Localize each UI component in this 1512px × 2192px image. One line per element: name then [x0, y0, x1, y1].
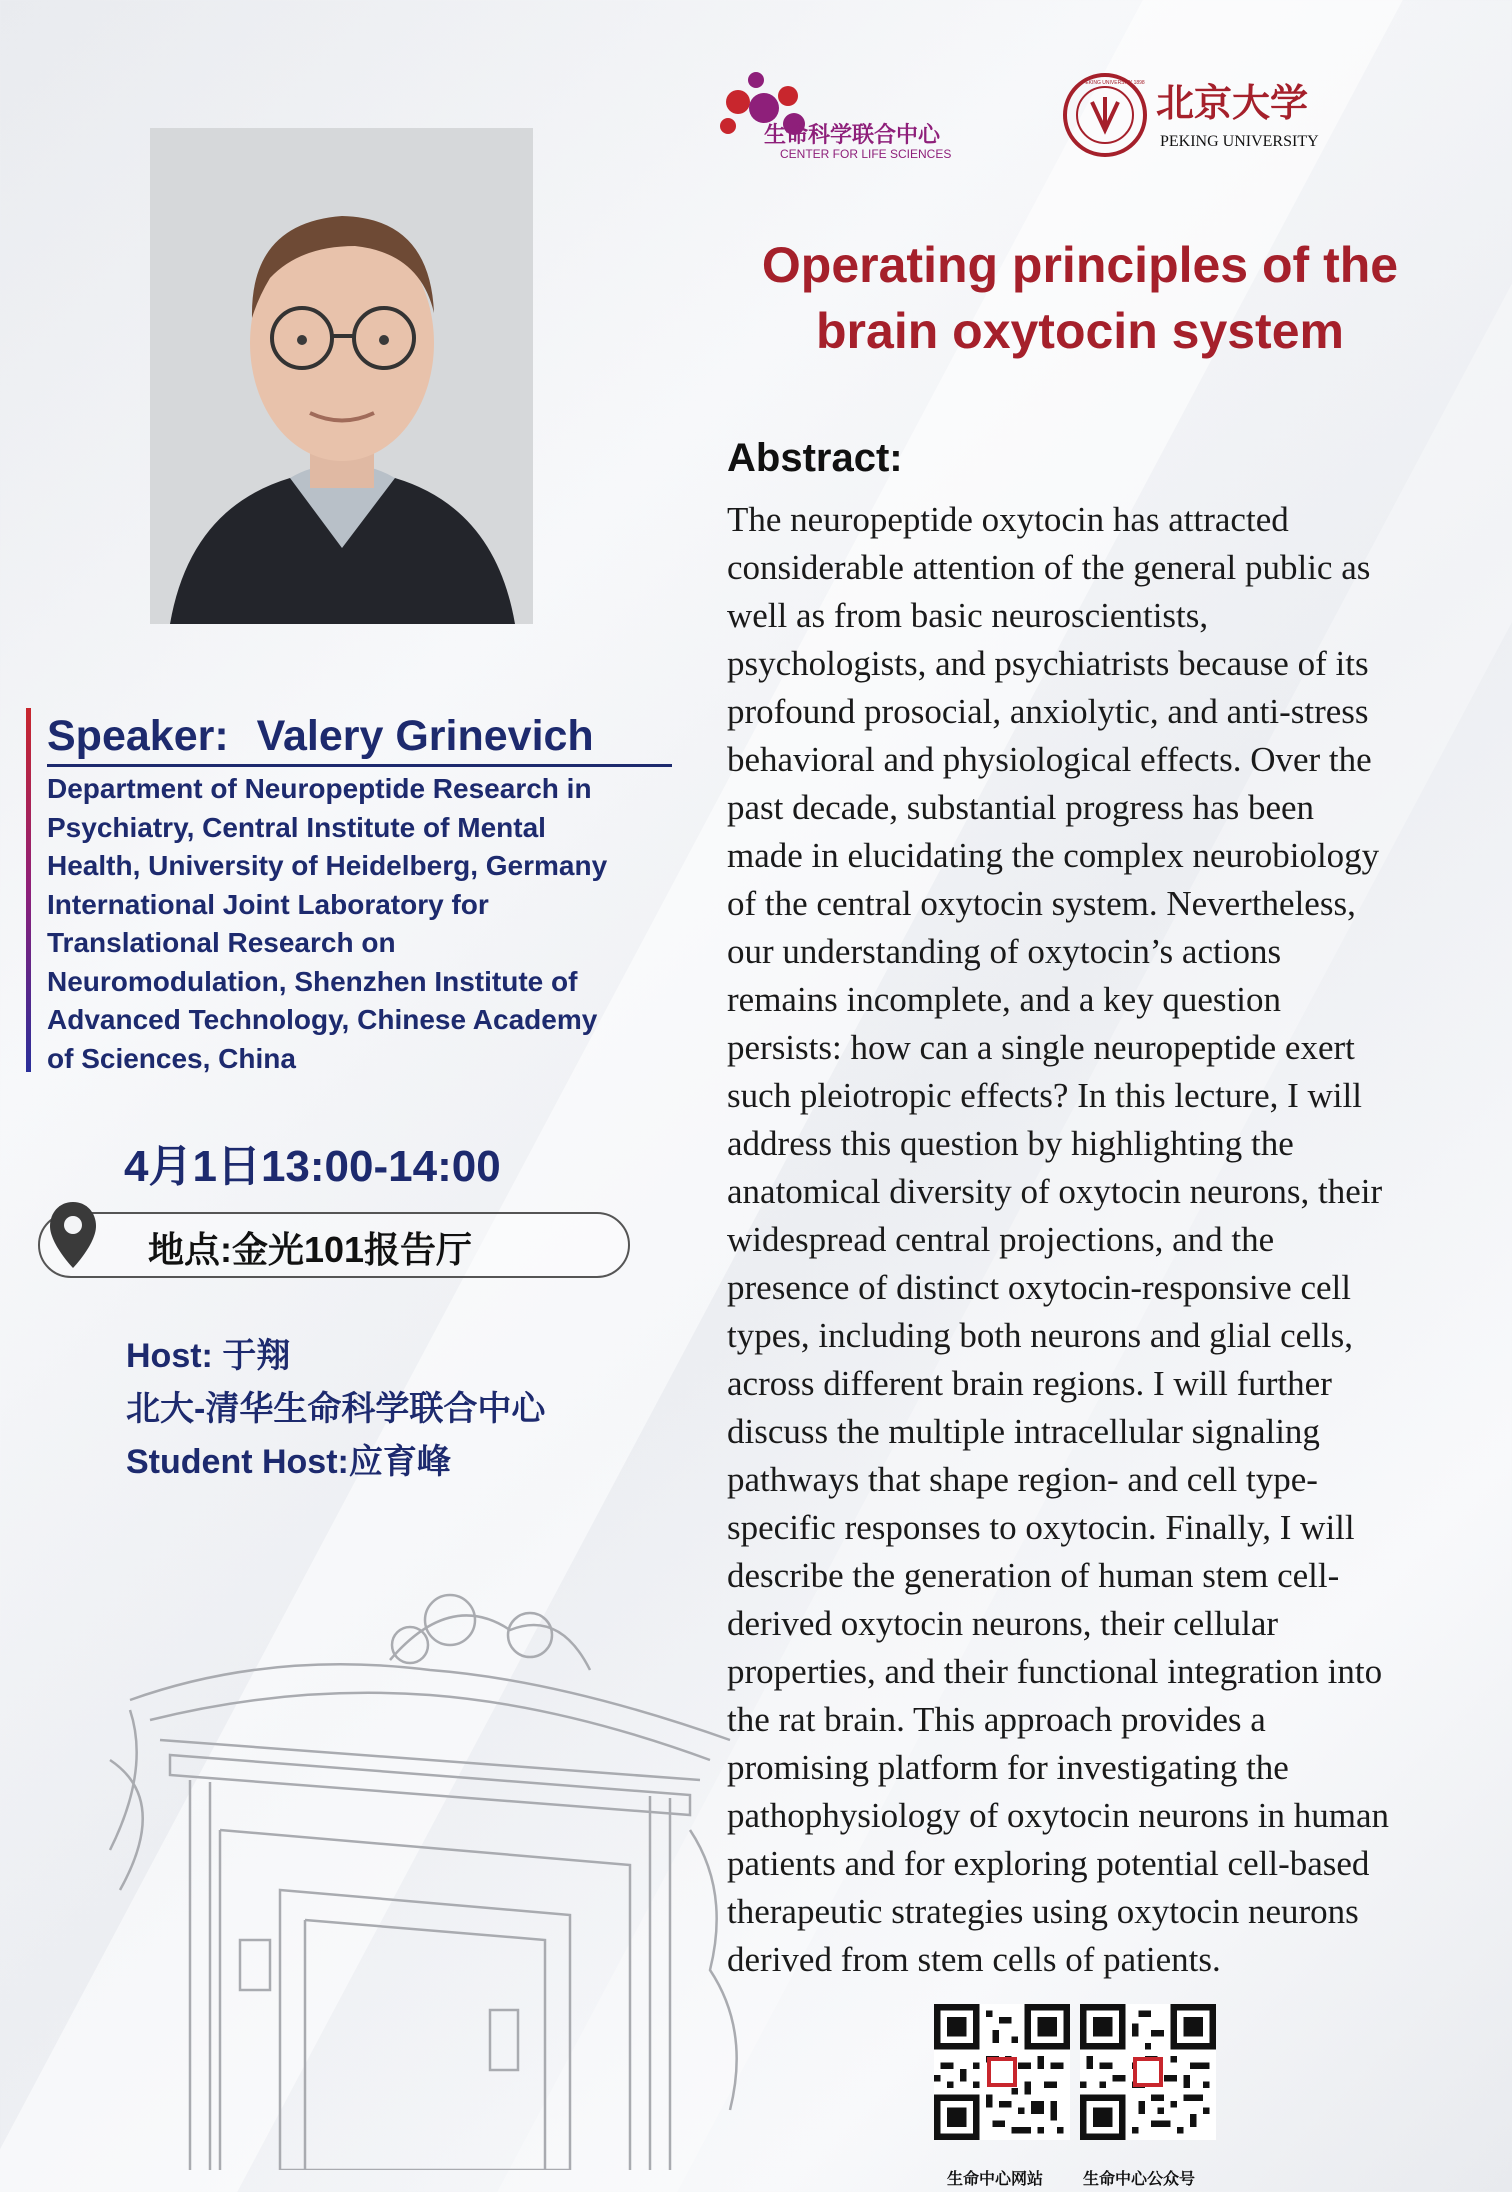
abstract-body — [727, 496, 1472, 1984]
qr-label-website: 生命中心网站 — [947, 2171, 1044, 2188]
abstract-line: anatomical diversity of oxytocin neurons, their — [727, 1172, 1383, 1211]
qr-label-wechat: 生命中心公众号 — [1083, 2171, 1196, 2188]
abstract-line: describe the generation of human stem cell- — [727, 1556, 1340, 1595]
talk-title-line: Operating principles of the — [761, 237, 1399, 293]
event-time: 4月1日13:00-14:00 — [124, 1142, 501, 1191]
speaker-affiliation — [47, 770, 697, 1078]
cls-logo-cn: 生命科学联合中心 — [764, 123, 941, 148]
affiliation-line: of Sciences, China — [47, 1042, 296, 1074]
abstract-line: pathophysiology of oxytocin neurons in human — [727, 1796, 1390, 1835]
abstract-line: discuss the multiple intracellular signaling — [727, 1412, 1320, 1451]
abstract-line: profound prosocial, anxiolytic, and anti-stress — [727, 692, 1369, 731]
location-pin-icon — [48, 1200, 98, 1270]
qr-code-wechat[interactable] — [1080, 2004, 1216, 2140]
abstract-line: therapeutic strategies using oxytocin neurons — [727, 1892, 1359, 1931]
host-block — [126, 1330, 545, 1489]
abstract-line: address this question by highlighting the — [727, 1124, 1294, 1163]
pku-logo — [1062, 72, 1342, 158]
abstract-line: derived oxytocin neurons, their cellular — [727, 1604, 1279, 1643]
abstract-heading: Abstract: — [727, 436, 903, 480]
affiliation-line: Health, University of Heidelberg, Germany — [47, 850, 608, 881]
speaker-accent-bar — [26, 708, 31, 1072]
pku-seal-text: PEKING UNIVERSITY 1898 — [1082, 80, 1145, 86]
abstract-line: specific responses to oxytocin. Finally, I will — [727, 1508, 1355, 1547]
qr-code-website[interactable] — [934, 2004, 1070, 2140]
abstract-line: made in elucidating the complex neurobiology — [727, 836, 1380, 875]
cls-logo-en: CENTER FOR LIFE SCIENCES — [780, 147, 952, 161]
abstract-line: patients and for exploring potential cell-based — [727, 1844, 1370, 1883]
affiliation-line: Advanced Technology, Chinese Academy — [47, 1004, 598, 1035]
abstract-line: promising platform for investigating the — [727, 1748, 1289, 1787]
affiliation-line: Translational Research on — [47, 927, 396, 958]
host-affiliation: 北大-清华生命科学联合中心 — [126, 1390, 546, 1428]
abstract-line: The neuropeptide oxytocin has attracted — [727, 500, 1289, 539]
speaker-photo — [150, 128, 533, 624]
abstract-line: psychologists, and psychiatrists because of its — [727, 644, 1369, 683]
affiliation-line: Department of Neuropeptide Research in — [47, 773, 592, 804]
abstract-line: pathways that shape region- and cell type- — [727, 1460, 1318, 1499]
abstract-line: the rat brain. This approach provides a — [727, 1700, 1266, 1739]
cls-logo — [716, 66, 976, 162]
event-venue: 地点:金光101报告厅 — [148, 1229, 473, 1270]
abstract-line: presence of distinct oxytocin-responsive cell — [727, 1268, 1351, 1307]
abstract-line: such pleiotropic effects? In this lecture, I will — [727, 1076, 1362, 1115]
speaker-underline — [47, 764, 672, 767]
abstract-line: our understanding of oxytocin’s actions — [727, 932, 1282, 971]
abstract-line: past decade, substantial progress has been — [727, 788, 1315, 827]
talk-title-line: brain oxytocin system — [816, 303, 1344, 359]
pku-logo-en: PEKING UNIVERSITY — [1160, 133, 1319, 150]
campus-gate-sketch — [90, 1590, 770, 2170]
speaker-heading — [47, 712, 594, 761]
affiliation-line: International Joint Laboratory for — [47, 888, 489, 920]
talk-title — [700, 232, 1460, 364]
abstract-line: well as from basic neuroscientists, — [727, 596, 1209, 635]
pku-logo-cn: 北京大学 — [1156, 80, 1309, 125]
speaker-label: Speaker: — [47, 712, 229, 760]
abstract-line: remains incomplete, and a key question — [727, 980, 1282, 1019]
abstract-line: considerable attention of the general public as — [727, 548, 1371, 587]
student-host-line: Student Host:应育峰 — [126, 1443, 451, 1481]
abstract-line: types, including both neurons and glial cells, — [727, 1316, 1354, 1355]
abstract-line: properties, and their functional integration into — [727, 1652, 1383, 1691]
speaker-name: Valery Grinevich — [256, 712, 594, 760]
abstract-line: derived from stem cells of patients. — [727, 1940, 1221, 1979]
affiliation-line: Psychiatry, Central Institute of Mental — [47, 811, 546, 843]
abstract-line: behavioral and physiological effects. Over the — [727, 740, 1372, 779]
abstract-line: widespread central projections, and the — [727, 1220, 1275, 1259]
abstract-line: of the central oxytocin system. Nevertheless, — [727, 884, 1356, 923]
abstract-line: across different brain regions. I will further — [727, 1364, 1332, 1403]
abstract-line: persists: how can a single neuropeptide exert — [727, 1028, 1355, 1067]
host-line: Host: 于翔 — [126, 1337, 291, 1375]
affiliation-line: Neuromodulation, Shenzhen Institute of — [47, 965, 578, 997]
